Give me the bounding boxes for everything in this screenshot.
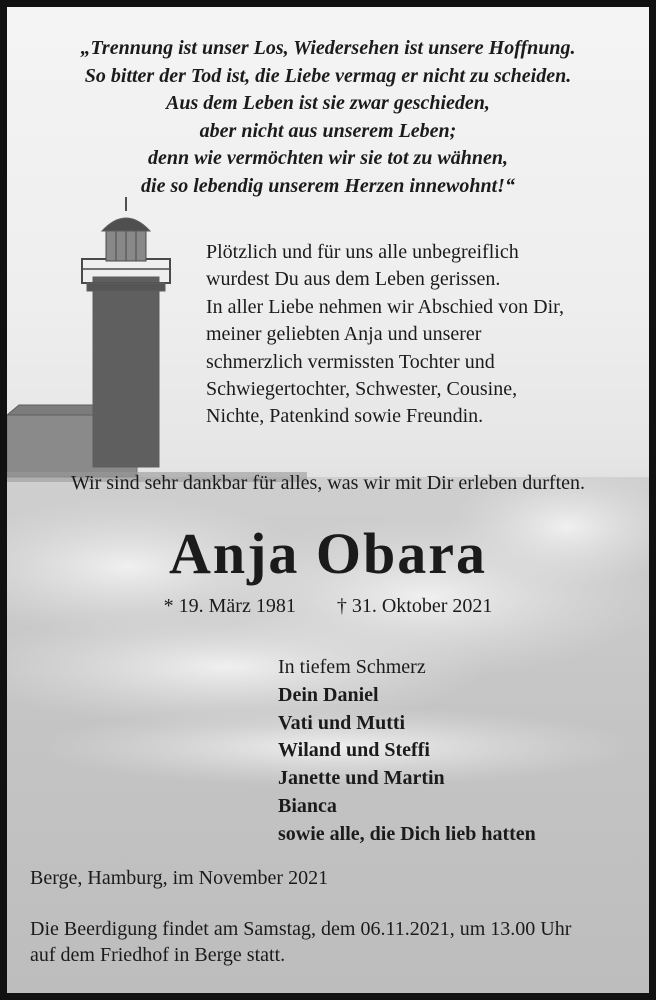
mourner-name: sowie alle, die Dich lieb hatten: [278, 822, 536, 845]
intro-line: meiner geliebten Anja und unserer: [206, 323, 482, 346]
mourners-intro: In tiefem Schmerz: [278, 656, 426, 678]
funeral-line: auf dem Friedhof in Berge statt.: [30, 944, 286, 966]
poem-line: die so lebendig unserem Herzen innewohnt!“: [141, 174, 515, 197]
life-dates: [7, 593, 649, 619]
birth-date: * 19. März 1981: [163, 595, 296, 617]
mourner-name: Dein Daniel: [278, 683, 379, 706]
poem-line: „Trennung ist unser Los, Wiedersehen ist unsere Hoffnung.: [80, 37, 576, 59]
poem-line: So bitter der Tod ist, die Liebe vermag er nicht zu scheiden.: [84, 64, 572, 87]
death-date: † 31. Oktober 2021: [336, 595, 493, 617]
notice-content: [7, 7, 649, 993]
thanks-line: Wir sind sehr dankbar für alles, was wir mit Dir erleben durften.: [70, 472, 586, 494]
poem-line: aber nicht aus unserem Leben;: [199, 119, 457, 142]
mourner-name: Vati und Mutti: [278, 711, 406, 734]
intro-line: Nichte, Patenkind sowie Freundin.: [206, 405, 484, 428]
place-and-date: Berge, Hamburg, im November 2021: [30, 867, 329, 889]
funeral-info: [30, 916, 642, 968]
intro-line: schmerzlich vermissten Tochter und: [206, 350, 495, 373]
mourner-name: Bianca: [278, 794, 337, 817]
mourner-name: Wiland und Steffi: [278, 739, 430, 762]
intro-text: [206, 239, 636, 431]
mourners-list: [278, 654, 638, 849]
intro-line: Schwiegertochter, Schwester, Cousine,: [206, 378, 518, 401]
mourner-name: Janette und Martin: [278, 767, 445, 790]
intro-line: In aller Liebe nehmen wir Abschied von Dir,: [206, 295, 564, 318]
poem: [7, 35, 649, 200]
intro-line: Plötzlich und für uns alle unbegreiflich: [206, 241, 519, 263]
intro-line: wurdest Du aus dem Leben gerissen.: [206, 268, 501, 291]
poem-line: denn wie vermöchten wir sie tot zu wähnen,: [147, 147, 509, 169]
deceased-name: Anja Obara: [168, 521, 488, 586]
poem-line: Aus dem Leben ist sie zwar geschieden,: [166, 92, 490, 114]
funeral-line: Die Beerdigung findet am Samstag, dem 06.11.2021, um 13.00 Uhr: [30, 918, 572, 940]
